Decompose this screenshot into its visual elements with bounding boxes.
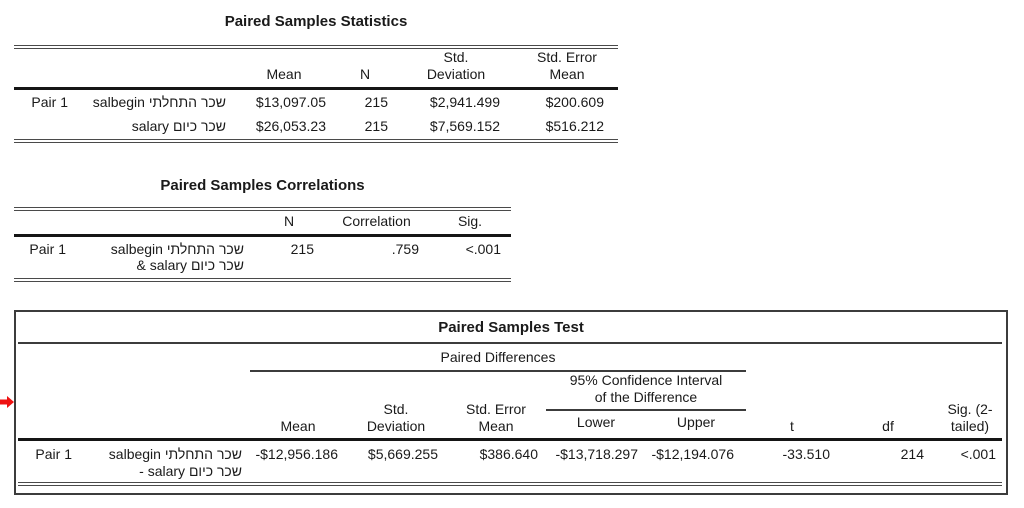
header-n: N — [254, 209, 324, 235]
cell-mean: $13,097.05 — [255, 93, 326, 110]
header-sig-2-tailed: Sig. (2- tailed) — [938, 371, 1002, 440]
cell-upper: -$12,194.076 — [651, 446, 734, 463]
header-confidence-interval — [546, 371, 746, 440]
table-row — [14, 114, 618, 141]
cell-mean: $26,053.23 — [255, 118, 326, 135]
variable-label-salary: salary שכר כיום — [131, 118, 226, 135]
pair-label: Pair 1 — [29, 240, 66, 257]
correlations-header-row — [14, 209, 511, 235]
cell-std-error: $386.640 — [479, 446, 538, 463]
cell-sig: <.001 — [465, 240, 501, 257]
header-upper: Upper — [676, 413, 716, 430]
correlations-table — [14, 207, 511, 282]
header-mean: Mean — [234, 47, 334, 88]
header-std-deviation: Std. Deviation — [346, 371, 446, 440]
header-std-error-mean: Std. Error Mean — [446, 371, 546, 440]
cell-n: 215 — [364, 93, 388, 110]
ci-spanner-label: 95% Confidence Interval of the Difference — [546, 372, 746, 411]
variable-label-salbegin: salbegin שכר התחלתי — [92, 93, 226, 110]
pair-label: Pair 1 — [35, 446, 72, 463]
pair-label: Pair 1 — [31, 93, 68, 110]
cell-std-deviation: $2,941.499 — [429, 93, 500, 110]
variable-pair-label: salbegin שכר התחלתי - salary שכר כיום — [108, 446, 242, 480]
cell-sig: <.001 — [960, 446, 996, 463]
header-n: N — [334, 47, 396, 88]
cell-mean: -$12,956.186 — [255, 446, 338, 463]
cell-n: 215 — [290, 240, 314, 257]
test-table-title: Paired Samples Test — [438, 319, 584, 336]
cell-df: 214 — [900, 446, 924, 463]
cell-std-error: $516.212 — [545, 118, 604, 135]
cell-t: -33.510 — [782, 446, 830, 463]
spanner-row — [18, 343, 1002, 371]
table-row — [14, 88, 618, 114]
paired-samples-test-block — [14, 310, 1008, 495]
paired-samples-correlations-block — [14, 176, 511, 282]
cell-std-error: $200.609 — [545, 93, 604, 110]
statistics-table-title: Paired Samples Statistics — [224, 13, 408, 30]
table-row — [18, 440, 1002, 484]
header-correlation: Correlation — [324, 209, 429, 235]
header-std-deviation: Std. Deviation — [396, 47, 516, 88]
header-df: df — [838, 371, 938, 440]
ci-sub-headers — [546, 414, 746, 435]
header-lower: Lower — [576, 413, 616, 430]
header-sig: Sig. — [429, 209, 511, 235]
statistics-header-row — [14, 47, 618, 88]
paired-samples-statistics-block — [14, 12, 618, 143]
correlations-table-title: Paired Samples Correlations — [160, 177, 365, 194]
header-std-error-mean: Std. Error Mean — [516, 47, 618, 88]
cell-std-deviation: $7,569.152 — [429, 118, 500, 135]
header-paired-differences: Paired Differences — [250, 343, 746, 371]
red-arrow-icon — [0, 396, 14, 408]
header-mean: Mean — [250, 371, 346, 440]
table-row — [14, 235, 511, 280]
cell-lower: -$13,718.297 — [555, 446, 638, 463]
header-t: t — [746, 371, 838, 440]
cell-n: 215 — [364, 118, 388, 135]
test-table — [18, 342, 1002, 486]
variable-pair-label: salbegin שכר התחלתי & salary שכר כיום — [110, 240, 244, 274]
statistics-table — [14, 45, 618, 143]
cell-std-deviation: $5,669.255 — [367, 446, 438, 463]
cell-correlation: .759 — [391, 240, 419, 257]
test-header-row — [18, 371, 1002, 440]
